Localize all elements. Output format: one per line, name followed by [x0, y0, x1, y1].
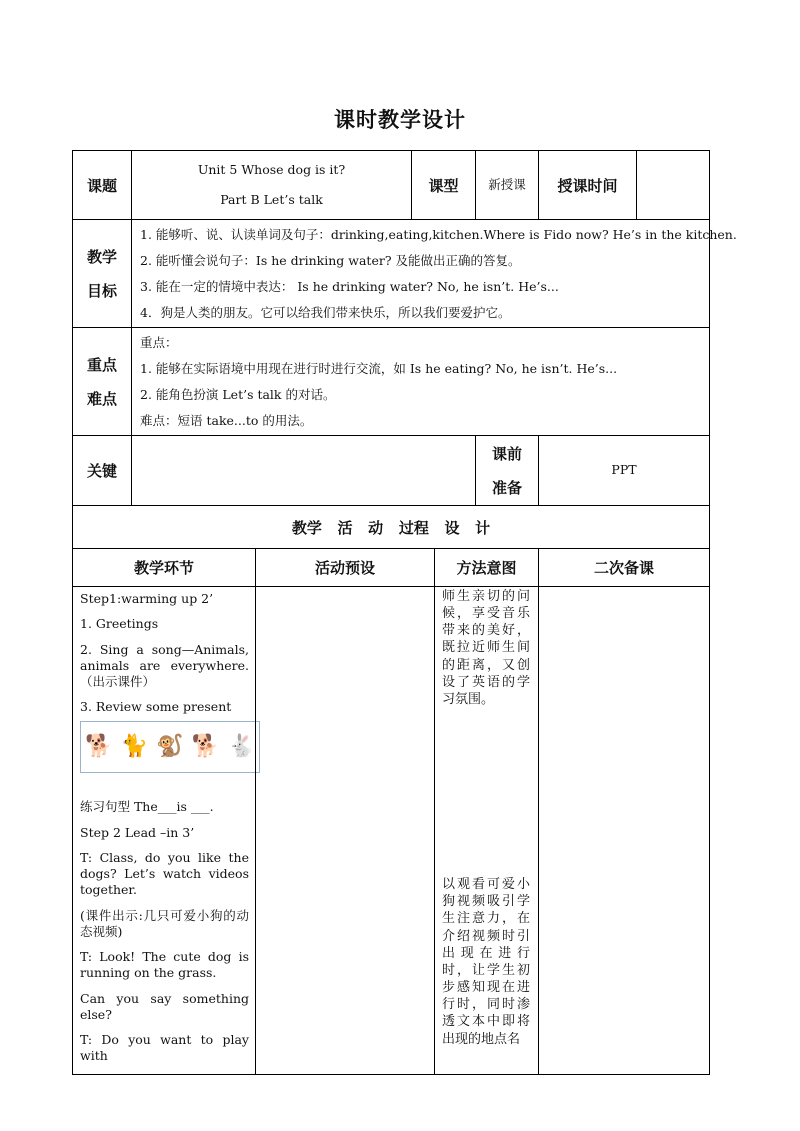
method-note-1: 师生亲切的问候，享受音乐带来的美好，既拉近师生间的距离，又创设了英语的学习氛围。 — [442, 589, 530, 707]
goal-item: 2. 能听懂会说句子：Is he drinking water? 及能做出正确的答复。 — [140, 252, 521, 268]
focus-item: 难点：短语 take...to 的用法。 — [140, 412, 313, 428]
header-revision: 二次备课 — [539, 549, 710, 587]
document-title: 课时教学设计 — [334, 107, 466, 132]
step-line: Can you say something else? — [80, 990, 249, 1022]
goals-list — [132, 220, 737, 328]
header-method: 方法意图 — [435, 549, 539, 587]
focus-item: 2. 能角色扮演 Let’s talk 的对话。 — [140, 386, 336, 402]
topic-label: 课题 — [73, 151, 132, 220]
lesson-info-table — [72, 150, 737, 549]
step-line: 1. Greetings — [80, 616, 159, 632]
key-label: 关键 — [73, 436, 132, 506]
prep-label-1: 课前 — [491, 444, 522, 463]
focus-item: 重点： — [140, 334, 178, 350]
key-value — [132, 436, 476, 506]
animal-icon: 🐒 — [156, 733, 184, 759]
animal-icon: 🐕 — [85, 733, 113, 759]
step-line: T: Class, do you like the dogs? Let’s watch videos together. — [80, 849, 249, 898]
focus-label — [73, 328, 132, 436]
prep-value: PPT — [539, 436, 710, 506]
step-line: Step 2 Lead –in 3’ — [80, 824, 195, 840]
revision-column — [539, 587, 710, 1075]
prep-label — [476, 436, 539, 506]
goals-label-2: 目标 — [86, 281, 117, 300]
topic-value — [132, 151, 412, 220]
focus-list — [132, 328, 710, 436]
type-label: 课型 — [412, 151, 476, 220]
prep-label-2: 准备 — [491, 478, 522, 497]
process-title: 教学 活 动 过程 设 计 — [73, 506, 710, 549]
step-line: T: Do you want to play with — [80, 1032, 249, 1064]
goal-item: 4．狗是人类的朋友。它可以给我们带来快乐，所以我们要爱护它。 — [140, 304, 511, 320]
method-column — [435, 587, 539, 1075]
method-note-2: 以观看可爱小狗视频吸引学生注意力，在介绍视频时引出现在进行时，让学生初步感知现在进行时，同时渗透文本中即将出现的地点名 — [442, 877, 530, 1047]
time-label: 授课时间 — [539, 151, 637, 220]
topic-line-1: Unit 5 Whose dog is it? — [197, 161, 346, 177]
type-value: 新授课 — [476, 151, 539, 220]
goals-label-1: 教学 — [86, 247, 117, 266]
topic-line-2: Part B Let’s talk — [220, 192, 323, 207]
step-line: Step1:warming up 2’ — [80, 591, 214, 606]
step-line: 3. Review some present — [80, 699, 232, 715]
steps-column — [73, 587, 256, 1075]
activity-column — [256, 587, 435, 1075]
step-line: T: Look! The cute dog is running on the grass. — [80, 949, 249, 981]
goal-item: 1. 能够听、说、认读单词及句子：drinking,eating,kitchen.Where is Fido now? He’s in the kitchen. — [140, 226, 737, 242]
animal-icon: 🐇 — [227, 733, 255, 759]
animal-icon: 🐕 — [191, 733, 220, 759]
focus-item: 1. 能够在实际语境中用现在进行时进行交流，如 Is he eating? No, he isn’t. He’s... — [140, 360, 618, 376]
cartoon-animals-image — [80, 721, 260, 773]
step-line: 练习句型 The___is ___. — [80, 799, 214, 815]
process-table — [72, 548, 710, 1075]
goal-item: 3. 能在一定的情境中表达： Is he drinking water? No, he isn’t. He’s... — [140, 278, 559, 294]
animal-icon: 🐈 — [120, 733, 149, 759]
focus-label-2: 难点 — [86, 389, 117, 408]
header-activity: 活动预设 — [256, 549, 435, 587]
step-line: 2. Sing a song—Animals, animals are everywhere.（出示课件） — [80, 641, 249, 689]
time-value — [637, 151, 710, 220]
goals-label — [73, 220, 132, 328]
focus-label-1: 重点 — [86, 355, 117, 374]
header-stage: 教学环节 — [73, 549, 256, 587]
step-line: (课件出示:几只可爱小狗的动态视频) — [80, 907, 249, 939]
